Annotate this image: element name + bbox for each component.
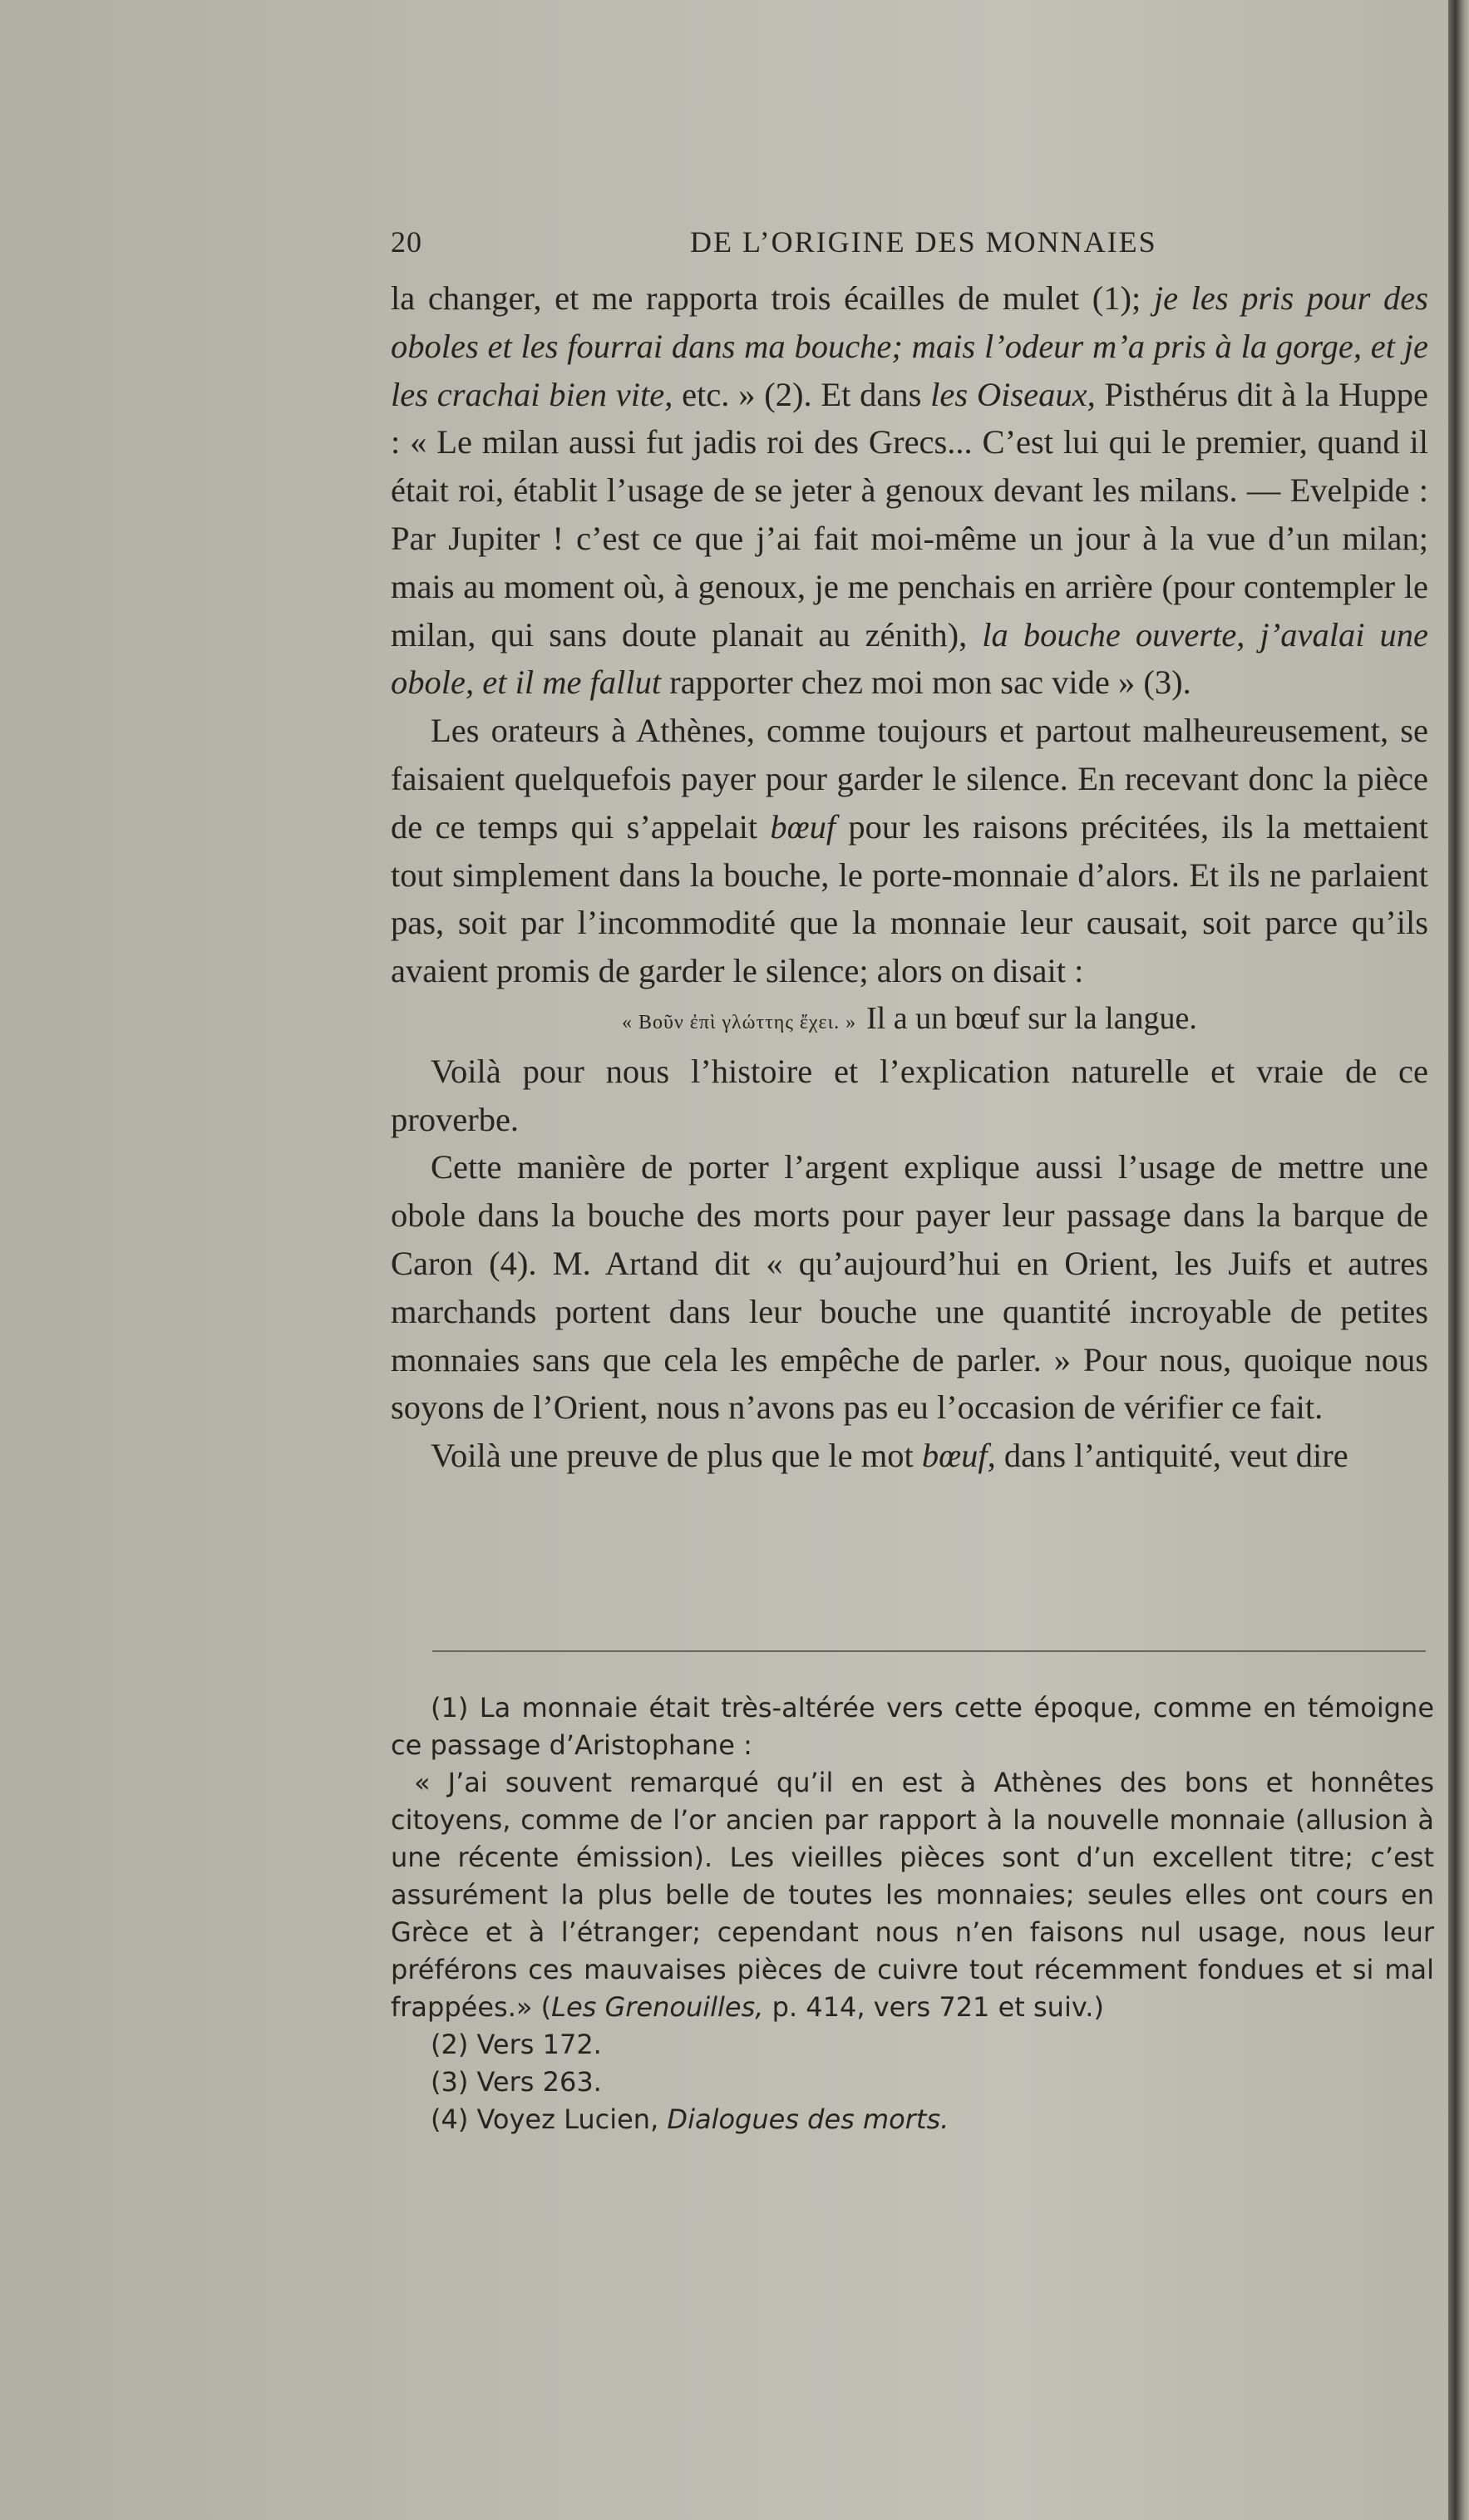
footnote-3: (3) Vers 263. — [431, 2066, 602, 2098]
paragraph-1-text-3: Pisthérus dit à la Huppe : « Le milan aussi fut jadis roi des Grecs... C’est lui qui le premier, quand il était roi, établit l’usage de se jeter à genoux devant les milans. — Evelpide : Par Jupiter ! c’est ce que j’ai fait moi-même un jour à la vue d’un milan; mais au moment où, à genoux, je me penchais en arrière (pour contempler le milan, qui sans doute planait au zénith), — [391, 375, 1429, 653]
paragraph-5-italic-1: bœuf, — [921, 1437, 996, 1475]
page-header — [391, 224, 1422, 274]
footnote-4 — [391, 2101, 1434, 2138]
paragraph-2-text-1: Les orateurs à Athènes, comme toujours et partout malheureusement, se faisaient quelquefois payer pour garder le silence. En recevant donc la pièce de ce temps qui s’appelait — [391, 712, 1428, 846]
footnote-4-italic: Dialogues des morts. — [667, 2103, 949, 2135]
page-edge-shadow — [1448, 0, 1469, 2520]
page-number: 20 — [391, 225, 422, 259]
paragraph-5-text-1: Voilà une preuve de plus que le mot — [431, 1437, 922, 1475]
paragraph-5 — [391, 1432, 1428, 1480]
footnote-1-quote — [391, 1764, 1434, 2026]
footnotes — [391, 1689, 1434, 2138]
footnote-4-text: (4) Voyez Lucien, — [431, 2103, 668, 2135]
footnote-1: (1) La monnaie était très-altérée vers cette époque, comme en témoigne ce passage d’Aristophane : — [391, 1692, 1434, 1761]
paragraph-1-italic-3: la bouche ouverte, j’avalai une obole, et il me fallut — [391, 615, 1428, 702]
footnote-1-quote-text-2: p. 414, vers 721 et suiv.) — [763, 1991, 1104, 2023]
footnote-2: (2) Vers 172. — [431, 2029, 602, 2060]
main-text — [391, 274, 1428, 1480]
paragraph-3: Voilà pour nous l’histoire et l’explication naturelle et vraie de ce proverbe. — [391, 1052, 1428, 1138]
paragraph-5-text-2: dans l’antiquité, veut dire — [995, 1437, 1348, 1475]
paragraph-1-italic-1: je les pris pour des oboles et les fourrai dans ma bouche; mais l’odeur m’a pris à la gorge, et je les crachai bien vite, — [391, 279, 1428, 413]
paragraph-4: Cette manière de porter l’argent explique aussi l’usage de mettre une obole dans la bouche des morts pour payer leur passage dans la barque de Caron (4). M. Artand dit « qu’aujourd’hui en Orient, les Juifs et autres marchands portent dans leur bouche une quantité incroyable de petites monnaies sans que cela les empêche de parler. » Pour nous, quoique nous soyons de l’Orient, nous n’avons pas eu l’occasion de vérifier ce fait. — [391, 1148, 1428, 1427]
greek-proverb — [391, 995, 1428, 1048]
paragraph-2-text-2: pour les raisons précitées, ils la mettaient tout simplement dans la bouche, le porte-monnaie d’alors. Et ils ne parlaient pas, soit par l’incommodité que la monnaie leur causait, soit parce qu’ils avaient promis de garder le silence; alors on disait : — [391, 807, 1428, 990]
paragraph-1-text-1: la changer, et me rapporta trois écailles de mulet (1); — [391, 279, 1154, 317]
footnote-1-quote-italic: Les Grenouilles, — [551, 1991, 764, 2023]
proverb-translation: Il a un bœuf sur la langue. — [866, 1000, 1197, 1036]
greek-quote: « Βοῦν ἐπὶ γλώττης ἔχει. » — [622, 1011, 857, 1033]
paragraph-1 — [391, 274, 1428, 707]
paragraph-1-text-4: rapporter chez moi mon sac vide » (3). — [661, 663, 1191, 702]
paragraph-1-italic-2: les Oiseaux, — [930, 375, 1096, 413]
footnote-1-quote-text-1: « J’ai souvent remarqué qu’il en est à Athènes des bons et honnêtes citoyens, comme de l’or ancien par rapport à la nouvelle monnaie (allusion à une récente émission). Les vieilles pièces sont d’un excellent titre; c’est assurément la plus belle de toutes les monnaies; seules elles ont cours en Grèce et à l’étranger; cependant nous n’en faisons nul usage, nous leur préférons ces mauvaises pièces de cuivre tout récemment fondues et si mal frappées.» ( — [391, 1767, 1434, 2023]
footnote-separator — [432, 1650, 1426, 1652]
paragraph-1-text-2: etc. » (2). Et dans — [673, 375, 931, 413]
paragraph-2 — [391, 707, 1428, 995]
paragraph-2-italic-1: bœuf — [770, 807, 836, 846]
running-title: DE L’ORIGINE DES MONNAIES — [690, 225, 1157, 259]
